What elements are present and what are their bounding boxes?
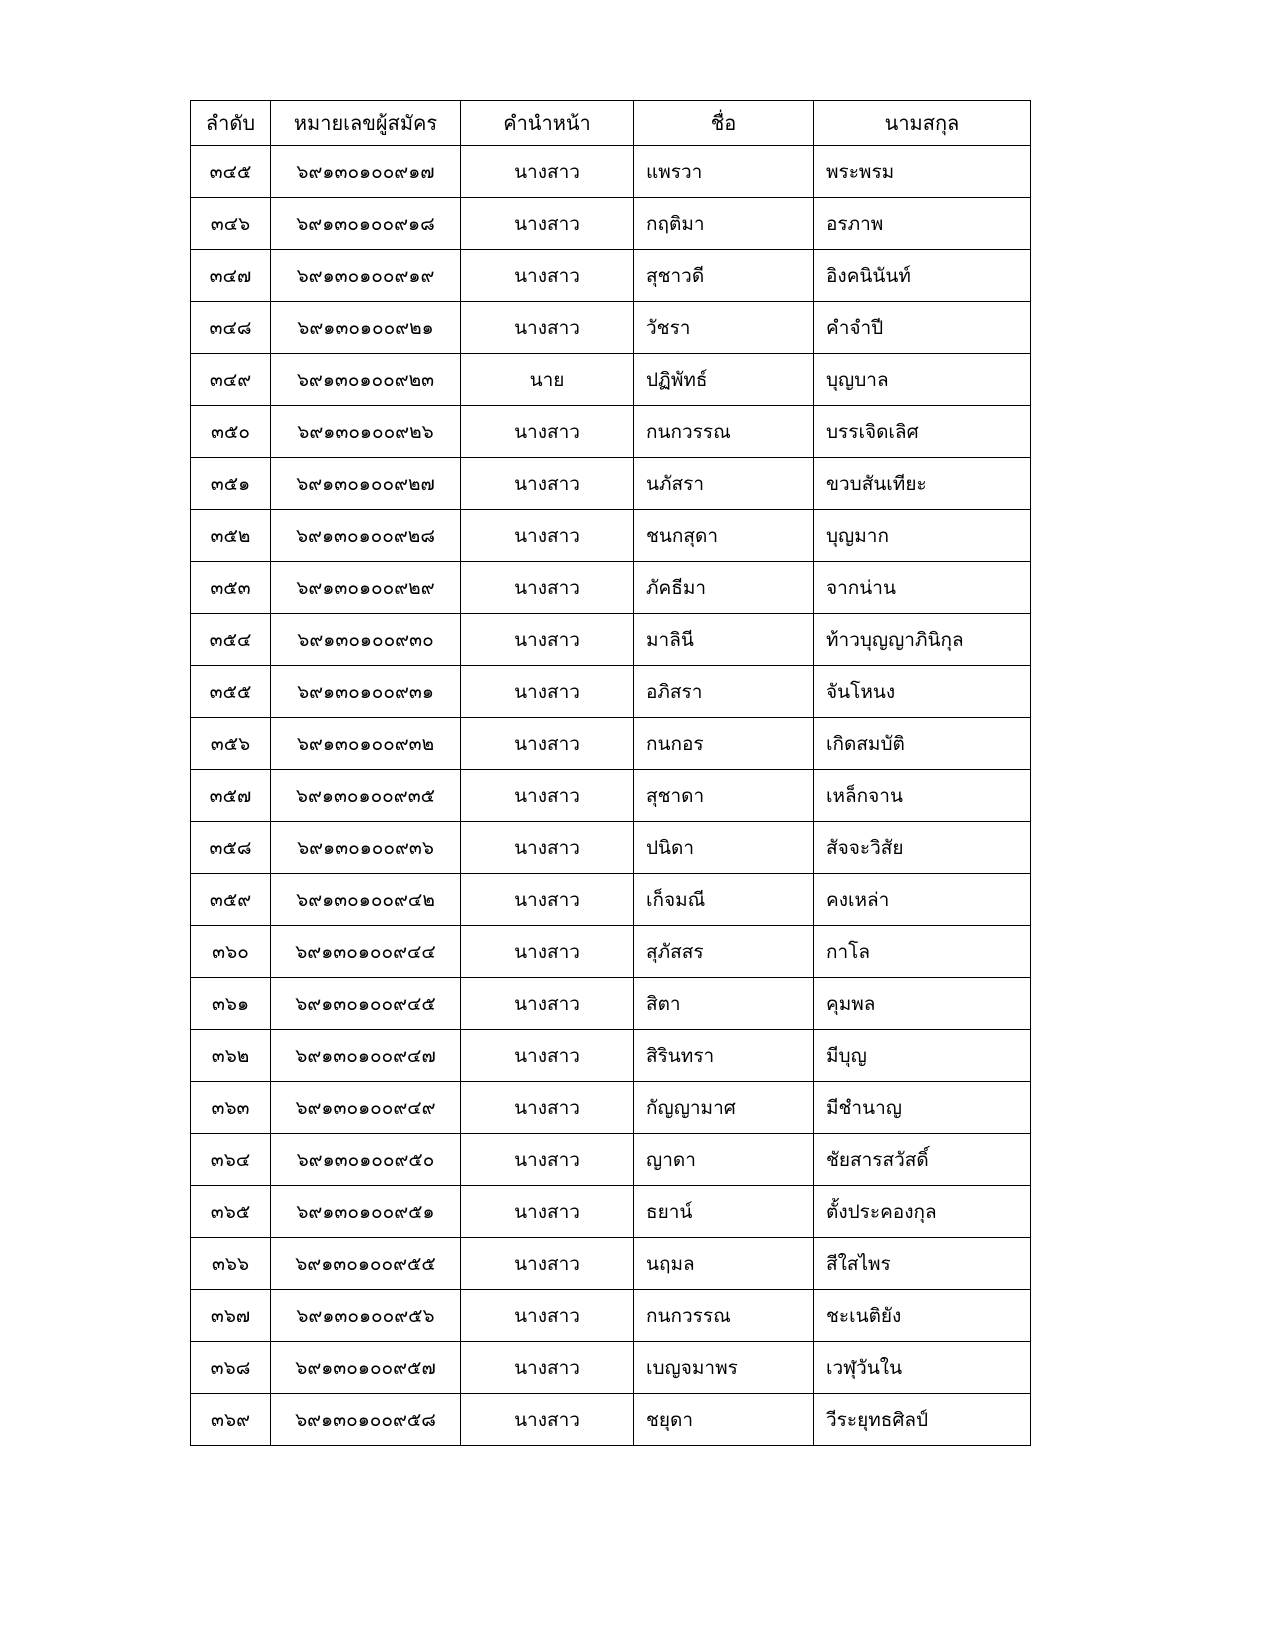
- applicant-table: [190, 100, 1031, 1446]
- cell-order: ๓๕๑: [191, 458, 271, 510]
- table-row: [191, 250, 1031, 302]
- cell-title-prefix: นางสาว: [461, 458, 634, 510]
- cell-order: ๓๔๘: [191, 302, 271, 354]
- cell-first-name: กนกวรรณ: [634, 406, 814, 458]
- cell-order: ๓๔๕: [191, 146, 271, 198]
- table-row: [191, 1082, 1031, 1134]
- cell-applicant-number: ๖๙๑๓๐๑๐๐๙๒๘: [271, 510, 461, 562]
- cell-last-name: บรรเจิดเลิศ: [814, 406, 1031, 458]
- cell-title-prefix: นางสาว: [461, 146, 634, 198]
- cell-last-name: ชะเนติยัง: [814, 1290, 1031, 1342]
- cell-title-prefix: นางสาว: [461, 198, 634, 250]
- cell-order: ๓๖๘: [191, 1342, 271, 1394]
- table-row: [191, 926, 1031, 978]
- cell-first-name: สุชาวดี: [634, 250, 814, 302]
- cell-order: ๓๖๔: [191, 1134, 271, 1186]
- cell-applicant-number: ๖๙๑๓๐๑๐๐๙๕๑: [271, 1186, 461, 1238]
- cell-title-prefix: นางสาว: [461, 614, 634, 666]
- cell-first-name: อภิสรา: [634, 666, 814, 718]
- cell-title-prefix: นางสาว: [461, 770, 634, 822]
- cell-title-prefix: นางสาว: [461, 1186, 634, 1238]
- cell-first-name: นภัสรา: [634, 458, 814, 510]
- cell-first-name: ชนกสุดา: [634, 510, 814, 562]
- cell-title-prefix: นางสาว: [461, 978, 634, 1030]
- cell-order: ๓๖๐: [191, 926, 271, 978]
- cell-title-prefix: นางสาว: [461, 926, 634, 978]
- table-row: [191, 146, 1031, 198]
- header-applicant-number: หมายเลขผู้สมัคร: [271, 101, 461, 146]
- cell-applicant-number: ๖๙๑๓๐๑๐๐๙๔๙: [271, 1082, 461, 1134]
- table-row: [191, 874, 1031, 926]
- cell-first-name: ปฏิพัทธ์: [634, 354, 814, 406]
- table-row: [191, 1030, 1031, 1082]
- cell-applicant-number: ๖๙๑๓๐๑๐๐๙๑๗: [271, 146, 461, 198]
- cell-last-name: บุญบาล: [814, 354, 1031, 406]
- table-row: [191, 354, 1031, 406]
- cell-applicant-number: ๖๙๑๓๐๑๐๐๙๕๖: [271, 1290, 461, 1342]
- cell-first-name: กนกอร: [634, 718, 814, 770]
- cell-order: ๓๕๙: [191, 874, 271, 926]
- table-row: [191, 1238, 1031, 1290]
- cell-last-name: เวฬุวันใน: [814, 1342, 1031, 1394]
- cell-title-prefix: นางสาว: [461, 302, 634, 354]
- cell-title-prefix: นางสาว: [461, 718, 634, 770]
- cell-applicant-number: ๖๙๑๓๐๑๐๐๙๕๐: [271, 1134, 461, 1186]
- cell-applicant-number: ๖๙๑๓๐๑๐๐๙๑๙: [271, 250, 461, 302]
- cell-last-name: มีบุญ: [814, 1030, 1031, 1082]
- cell-title-prefix: นางสาว: [461, 1342, 634, 1394]
- table-row: [191, 406, 1031, 458]
- cell-last-name: คุมพล: [814, 978, 1031, 1030]
- cell-title-prefix: นางสาว: [461, 1394, 634, 1446]
- cell-title-prefix: นางสาว: [461, 666, 634, 718]
- table-row: [191, 770, 1031, 822]
- cell-order: ๓๕๒: [191, 510, 271, 562]
- cell-order: ๓๖๒: [191, 1030, 271, 1082]
- cell-first-name: สิรินทรา: [634, 1030, 814, 1082]
- cell-title-prefix: นางสาว: [461, 1238, 634, 1290]
- cell-last-name: กาโล: [814, 926, 1031, 978]
- table-row: [191, 458, 1031, 510]
- cell-title-prefix: นางสาว: [461, 1030, 634, 1082]
- cell-applicant-number: ๖๙๑๓๐๑๐๐๙๔๗: [271, 1030, 461, 1082]
- table-row: [191, 562, 1031, 614]
- cell-applicant-number: ๖๙๑๓๐๑๐๐๙๓๖: [271, 822, 461, 874]
- cell-order: ๓๕๐: [191, 406, 271, 458]
- cell-last-name: คำจำปี: [814, 302, 1031, 354]
- cell-applicant-number: ๖๙๑๓๐๑๐๐๙๕๗: [271, 1342, 461, 1394]
- table-row: [191, 718, 1031, 770]
- cell-applicant-number: ๖๙๑๓๐๑๐๐๙๕๕: [271, 1238, 461, 1290]
- table-row: [191, 1394, 1031, 1446]
- cell-last-name: ขวบสันเทียะ: [814, 458, 1031, 510]
- cell-title-prefix: นางสาว: [461, 1134, 634, 1186]
- table-row: [191, 510, 1031, 562]
- table-row: [191, 614, 1031, 666]
- cell-applicant-number: ๖๙๑๓๐๑๐๐๙๒๓: [271, 354, 461, 406]
- cell-applicant-number: ๖๙๑๓๐๑๐๐๙๒๗: [271, 458, 461, 510]
- cell-last-name: คงเหล่า: [814, 874, 1031, 926]
- cell-order: ๓๖๖: [191, 1238, 271, 1290]
- table-row: [191, 198, 1031, 250]
- cell-last-name: วีระยุทธศิลป์: [814, 1394, 1031, 1446]
- cell-order: ๓๖๕: [191, 1186, 271, 1238]
- cell-first-name: ธยาน์: [634, 1186, 814, 1238]
- cell-applicant-number: ๖๙๑๓๐๑๐๐๙๒๙: [271, 562, 461, 614]
- cell-applicant-number: ๖๙๑๓๐๑๐๐๙๓๒: [271, 718, 461, 770]
- cell-last-name: จันโหนง: [814, 666, 1031, 718]
- cell-first-name: ภัคธีมา: [634, 562, 814, 614]
- cell-title-prefix: นางสาว: [461, 510, 634, 562]
- cell-first-name: เก็จมณี: [634, 874, 814, 926]
- cell-applicant-number: ๖๙๑๓๐๑๐๐๙๓๑: [271, 666, 461, 718]
- cell-title-prefix: นางสาว: [461, 562, 634, 614]
- cell-order: ๓๖๗: [191, 1290, 271, 1342]
- table-row: [191, 1342, 1031, 1394]
- table-row: [191, 1290, 1031, 1342]
- cell-first-name: กฤติมา: [634, 198, 814, 250]
- cell-order: ๓๕๓: [191, 562, 271, 614]
- cell-first-name: ญาดา: [634, 1134, 814, 1186]
- cell-title-prefix: นาย: [461, 354, 634, 406]
- cell-applicant-number: ๖๙๑๓๐๑๐๐๙๕๘: [271, 1394, 461, 1446]
- cell-applicant-number: ๖๙๑๓๐๑๐๐๙๒๑: [271, 302, 461, 354]
- cell-last-name: จากน่าน: [814, 562, 1031, 614]
- table-row: [191, 302, 1031, 354]
- cell-title-prefix: นางสาว: [461, 822, 634, 874]
- table-row: [191, 1186, 1031, 1238]
- cell-first-name: สุภัสสร: [634, 926, 814, 978]
- cell-order: ๓๕๘: [191, 822, 271, 874]
- cell-title-prefix: นางสาว: [461, 874, 634, 926]
- cell-order: ๓๔๖: [191, 198, 271, 250]
- cell-last-name: มีชำนาญ: [814, 1082, 1031, 1134]
- header-title-prefix: คำนำหน้า: [461, 101, 634, 146]
- cell-last-name: สัจจะวิสัย: [814, 822, 1031, 874]
- cell-order: ๓๔๙: [191, 354, 271, 406]
- table-row: [191, 822, 1031, 874]
- cell-applicant-number: ๖๙๑๓๐๑๐๐๙๑๘: [271, 198, 461, 250]
- table-row: [191, 978, 1031, 1030]
- cell-last-name: พระพรม: [814, 146, 1031, 198]
- cell-first-name: มาลินี: [634, 614, 814, 666]
- cell-first-name: แพรวา: [634, 146, 814, 198]
- cell-last-name: อิงคนินันท์: [814, 250, 1031, 302]
- cell-last-name: บุญมาก: [814, 510, 1031, 562]
- table-row: [191, 1134, 1031, 1186]
- cell-last-name: ชัยสารสวัสดิ์: [814, 1134, 1031, 1186]
- cell-last-name: อรภาพ: [814, 198, 1031, 250]
- cell-title-prefix: นางสาว: [461, 1290, 634, 1342]
- cell-order: ๓๖๓: [191, 1082, 271, 1134]
- cell-applicant-number: ๖๙๑๓๐๑๐๐๙๓๐: [271, 614, 461, 666]
- cell-title-prefix: นางสาว: [461, 1082, 634, 1134]
- cell-order: ๓๕๔: [191, 614, 271, 666]
- cell-first-name: สุชาดา: [634, 770, 814, 822]
- cell-title-prefix: นางสาว: [461, 250, 634, 302]
- header-last-name: นามสกุล: [814, 101, 1031, 146]
- cell-first-name: นฤมล: [634, 1238, 814, 1290]
- cell-applicant-number: ๖๙๑๓๐๑๐๐๙๒๖: [271, 406, 461, 458]
- cell-first-name: กัญญามาศ: [634, 1082, 814, 1134]
- header-first-name: ชื่อ: [634, 101, 814, 146]
- cell-last-name: ตั้งประคองกุล: [814, 1186, 1031, 1238]
- header-row: [191, 101, 1031, 146]
- cell-first-name: ชยุดา: [634, 1394, 814, 1446]
- cell-last-name: เกิดสมบัติ: [814, 718, 1031, 770]
- cell-first-name: สิตา: [634, 978, 814, 1030]
- cell-first-name: กนกวรรณ: [634, 1290, 814, 1342]
- cell-order: ๓๖๑: [191, 978, 271, 1030]
- cell-order: ๓๕๕: [191, 666, 271, 718]
- table-row: [191, 666, 1031, 718]
- cell-order: ๓๖๙: [191, 1394, 271, 1446]
- cell-order: ๓๕๖: [191, 718, 271, 770]
- cell-applicant-number: ๖๙๑๓๐๑๐๐๙๓๕: [271, 770, 461, 822]
- cell-last-name: สีใสไพร: [814, 1238, 1031, 1290]
- cell-applicant-number: ๖๙๑๓๐๑๐๐๙๔๔: [271, 926, 461, 978]
- cell-first-name: วัชรา: [634, 302, 814, 354]
- cell-order: ๓๕๗: [191, 770, 271, 822]
- table-body: [191, 146, 1031, 1446]
- cell-title-prefix: นางสาว: [461, 406, 634, 458]
- cell-last-name: ท้าวบุญญาภินิกุล: [814, 614, 1031, 666]
- cell-applicant-number: ๖๙๑๓๐๑๐๐๙๔๒: [271, 874, 461, 926]
- cell-order: ๓๔๗: [191, 250, 271, 302]
- header-order: ลำดับ: [191, 101, 271, 146]
- cell-last-name: เหล็กจาน: [814, 770, 1031, 822]
- cell-first-name: เบญจมาพร: [634, 1342, 814, 1394]
- cell-applicant-number: ๖๙๑๓๐๑๐๐๙๔๕: [271, 978, 461, 1030]
- cell-first-name: ปนิดา: [634, 822, 814, 874]
